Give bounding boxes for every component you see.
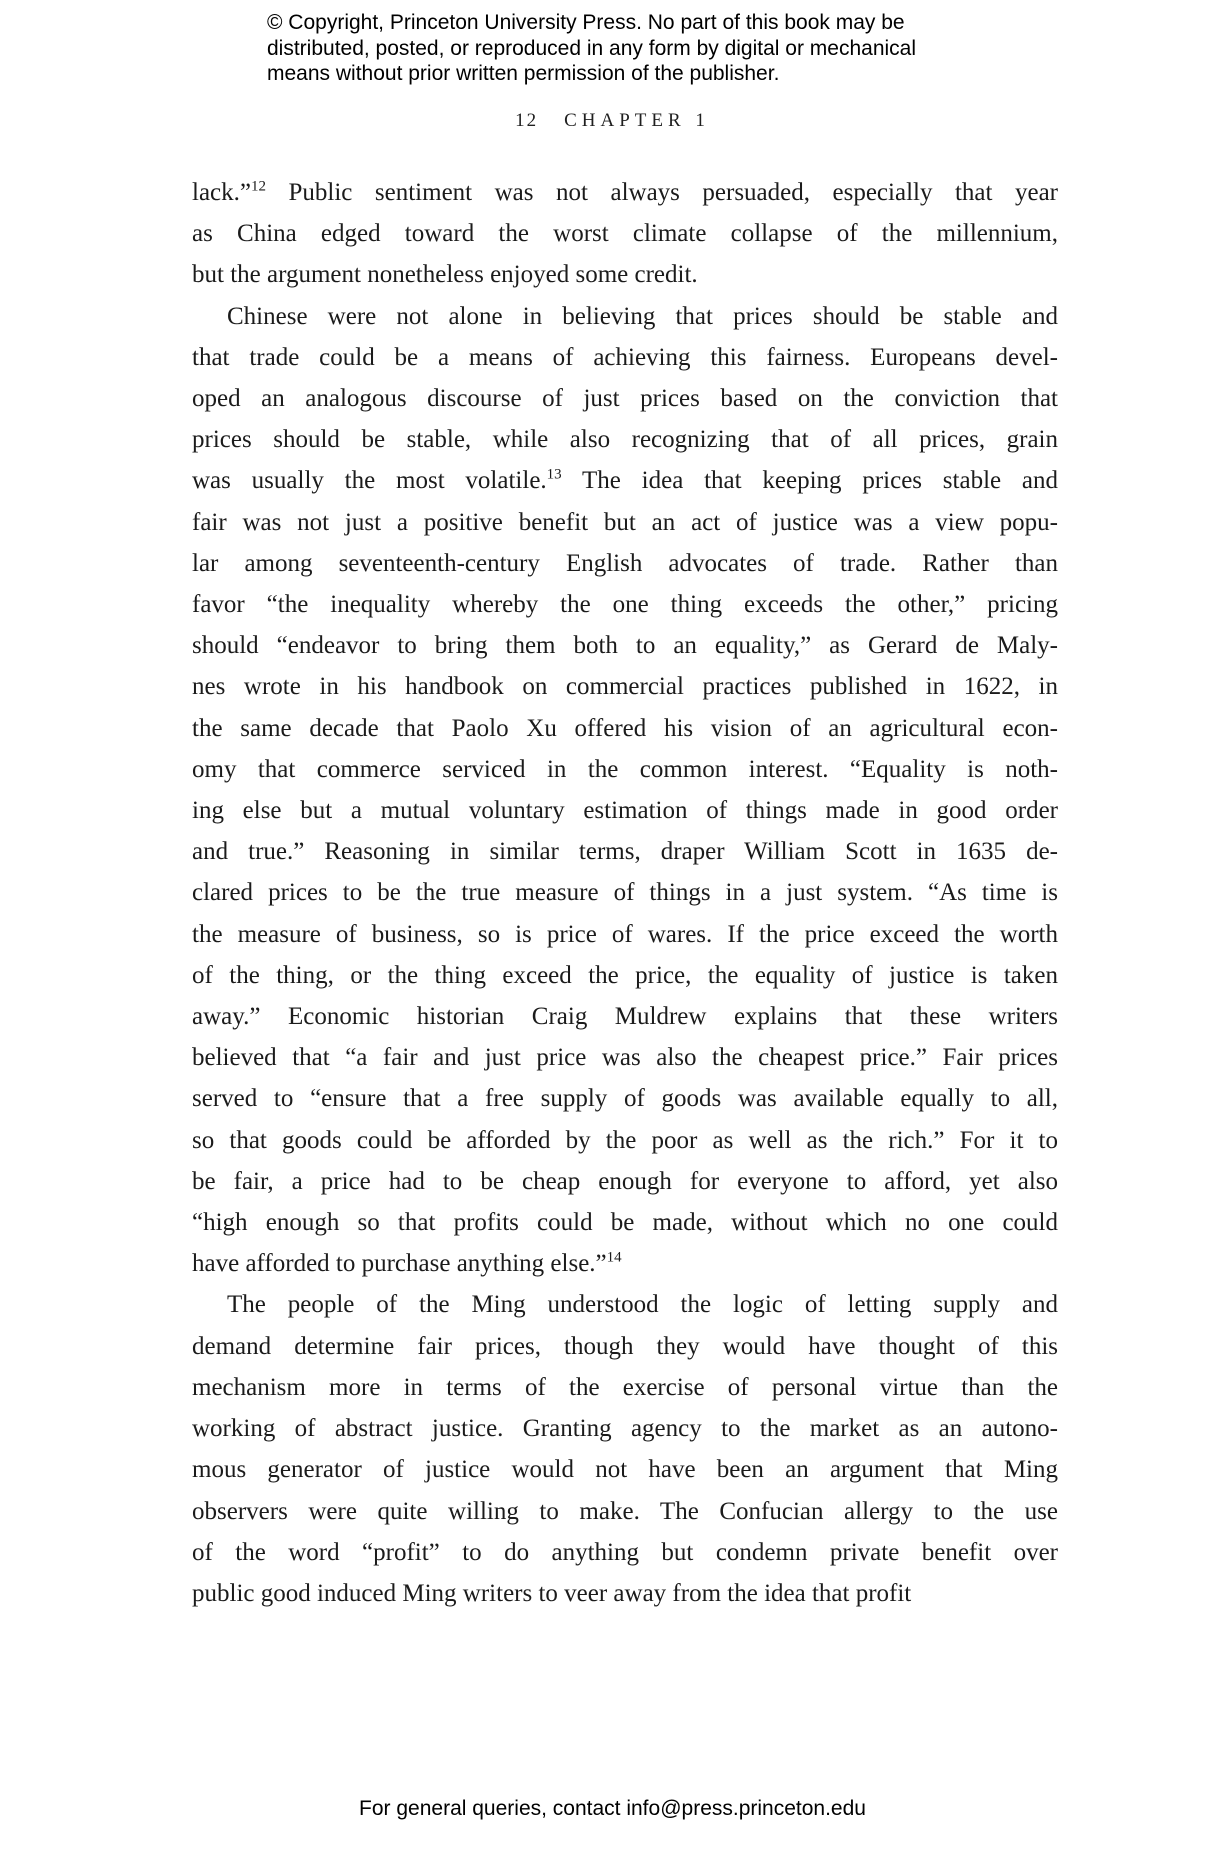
footnote-marker: 13 bbox=[546, 467, 562, 484]
body-line: was usually the most volatile.$^{13}$ The idea that keeping prices stable and bbox=[192, 467, 1059, 495]
body-line: fair was not just a positive benefit but an act of justice was a view popu- bbox=[192, 508, 1058, 536]
body-line: The people of the Ming understood the logic of letting supply and bbox=[227, 1291, 1058, 1319]
body-line: observers were quite willing to make. The Confucian allergy to the use bbox=[192, 1497, 1058, 1525]
body-line: clared prices to be the true measure of things in a just system. “As time is bbox=[192, 879, 1058, 907]
body-line: as China edged toward the worst climate collapse of the millennium, bbox=[192, 220, 1058, 248]
body-line: prices should be stable, while also recognizing that of all prices, grain bbox=[192, 426, 1058, 454]
copyright-notice bbox=[267, 10, 916, 87]
body-line: be fair, a price had to be cheap enough for everyone to afford, yet also bbox=[192, 1167, 1058, 1195]
body-line: mechanism more in terms of the exercise of personal virtue than the bbox=[192, 1373, 1058, 1401]
body-line: Chinese were not alone in believing that prices should be stable and bbox=[227, 302, 1058, 330]
page-header bbox=[0, 110, 1225, 132]
body-line: the same decade that Paolo Xu offered his vision of an agricultural econ- bbox=[192, 714, 1058, 742]
body-line: and true.” Reasoning in similar terms, draper William Scott in 1635 de- bbox=[192, 838, 1058, 866]
body-line: ing else but a mutual voluntary estimation of things made in good order bbox=[192, 797, 1058, 825]
body-line: that trade could be a means of achieving this fairness. Europeans devel- bbox=[192, 343, 1058, 371]
chapter-label: CHAPTER 1 bbox=[564, 110, 710, 131]
footer-contact-text: For general queries, contact info@press.princeton.edu bbox=[359, 1797, 866, 1820]
page-number: 12 bbox=[515, 110, 539, 131]
body-line: of the thing, or the thing exceed the price, the equality of justice is taken bbox=[192, 961, 1058, 989]
body-line: mous generator of justice would not have been an argument that Ming bbox=[192, 1456, 1058, 1484]
copyright-line: © Copyright, Princeton University Press. No part of this book may be bbox=[267, 11, 905, 34]
body-line: should “endeavor to bring them both to an equality,” as Gerard de Maly- bbox=[192, 632, 1058, 660]
body-line: believed that “a fair and just price was also the cheapest price.” Fair prices bbox=[192, 1044, 1058, 1072]
body-line: nes wrote in his handbook on commercial practices published in 1622, in bbox=[192, 673, 1058, 701]
body-line: public good induced Ming writers to veer away from the idea that profit bbox=[192, 1579, 912, 1607]
body-line: away.” Economic historian Craig Muldrew explains that these writers bbox=[192, 1003, 1058, 1031]
body-line: so that goods could be afforded by the poor as well as the rich.” For it to bbox=[192, 1126, 1058, 1154]
body-line: omy that commerce serviced in the common interest. “Equality is noth- bbox=[192, 755, 1058, 783]
footnote-marker: 12 bbox=[250, 178, 266, 195]
body-line: but the argument nonetheless enjoyed some credit. bbox=[192, 261, 698, 289]
body-line: working of abstract justice. Granting agency to the market as an autono- bbox=[192, 1415, 1058, 1443]
body-line: the measure of business, so is price of wares. If the price exceed the worth bbox=[192, 920, 1058, 948]
body-line: have afforded to purchase anything else.”$^{14}$ bbox=[192, 1249, 622, 1278]
body-text bbox=[192, 172, 1058, 1614]
body-line: lar among seventeenth-century English advocates of trade. Rather than bbox=[192, 549, 1058, 577]
copyright-line: distributed, posted, or reproduced in any form by digital or mechanical bbox=[267, 36, 917, 60]
body-line: “high enough so that profits could be made, without which no one could bbox=[192, 1209, 1058, 1237]
body-line: of the word “profit” to do anything but condemn private benefit over bbox=[192, 1538, 1058, 1566]
body-line: served to “ensure that a free supply of goods was available equally to all, bbox=[192, 1085, 1058, 1113]
body-line: oped an analogous discourse of just prices based on the conviction that bbox=[192, 385, 1058, 413]
body-line: demand determine fair prices, though they would have thought of this bbox=[192, 1332, 1058, 1360]
copyright-line: means without prior written permission of the publisher. bbox=[267, 62, 780, 85]
body-line: favor “the inequality whereby the one thing exceeds the other,” pricing bbox=[192, 591, 1058, 619]
body-line: lack.”$^{12}$ Public sentiment was not always persuaded, especially that year bbox=[192, 178, 1058, 206]
footnote-marker: 14 bbox=[606, 1249, 622, 1266]
